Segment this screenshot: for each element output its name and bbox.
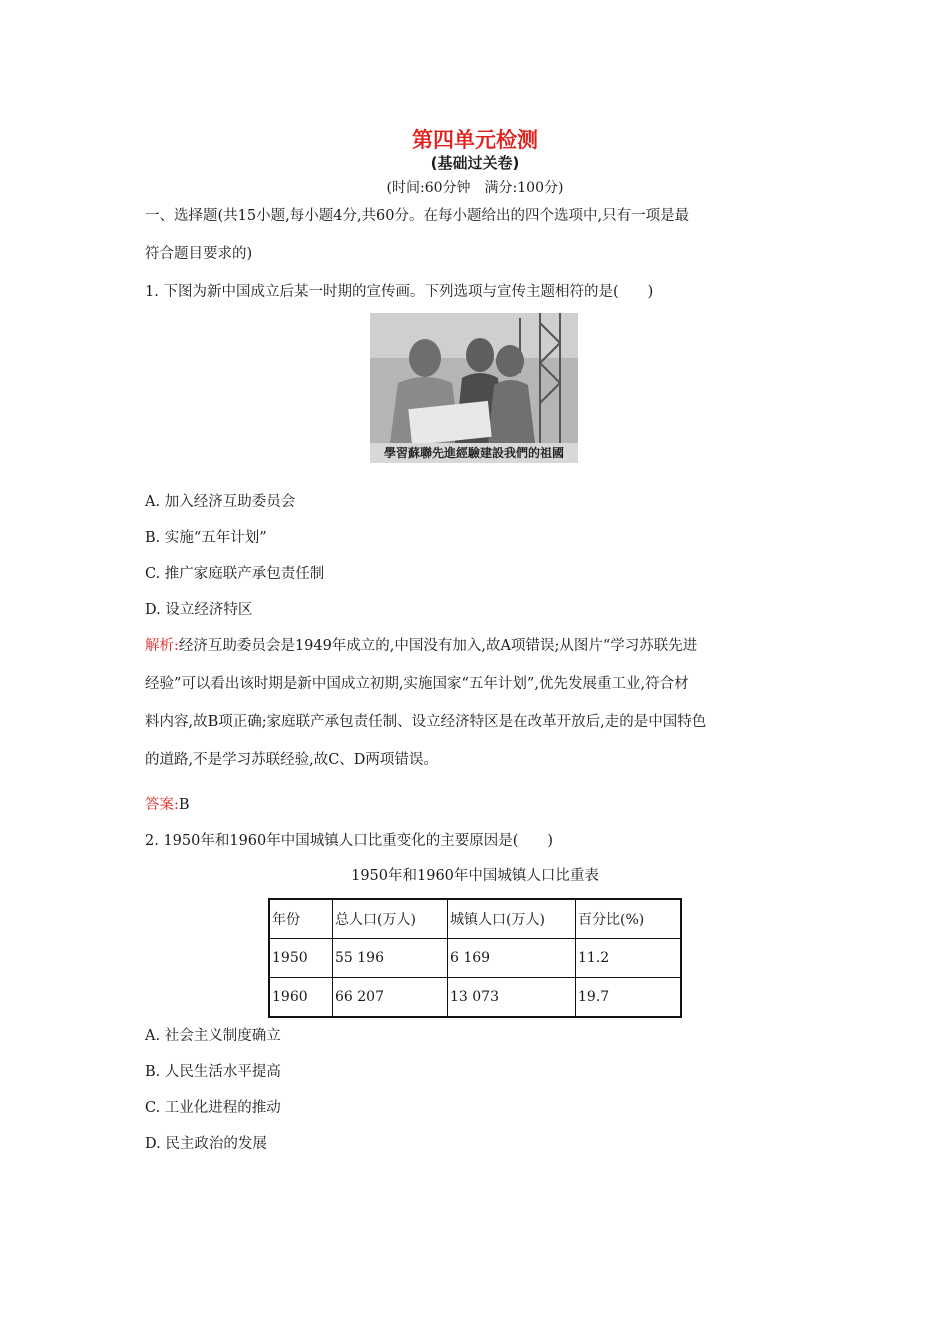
table-header-cell: 百分比(%) (576, 899, 682, 939)
analysis-text-1: 经济互助委员会是1949年成立的,中国没有加入,故A项错误;从图片“学习苏联先进 (178, 638, 698, 654)
propaganda-poster-image (370, 313, 578, 463)
q1-analysis-line4: 的道路,不是学习苏联经验,故C、D两项错误。 (145, 752, 438, 768)
table-cell: 11.2 (576, 939, 682, 978)
q1-option-c: C. 推广家庭联产承包责任制 (145, 566, 325, 582)
table-row (269, 978, 681, 1018)
poster-caption: 學習蘇聯先進經驗建設我們的祖國 (370, 443, 578, 463)
table-cell: 1950 (269, 939, 333, 978)
page-title: 第四单元检测 (412, 128, 538, 152)
q1-option-d: D. 设立经济特区 (145, 602, 253, 618)
answer-value: B (178, 797, 190, 813)
exam-meta: (时间:60分钟 满分:100分) (386, 180, 564, 196)
table-cell: 19.7 (576, 978, 682, 1018)
table-cell: 6 169 (448, 939, 576, 978)
analysis-label: 解析: (145, 638, 179, 654)
table-cell: 13 073 (448, 978, 576, 1018)
q1-analysis-line3: 料内容,故B项正确;家庭联产承包责任制、设立经济特区是在改革开放后,走的是中国特色 (145, 714, 707, 730)
q1-option-a: A. 加入经济互助委员会 (145, 494, 296, 510)
q1-option-b: B. 实施“五年计划” (145, 530, 267, 546)
q1-answer (145, 793, 190, 814)
q1-analysis-line2: 经验”可以看出该时期是新中国成立初期,实施国家“五年计划”,优先发展重工业,符合材 (145, 676, 689, 692)
q2-stem: 2. 1950年和1960年中国城镇人口比重变化的主要原因是( ) (145, 833, 554, 849)
table-cell: 55 196 (333, 939, 448, 978)
q2-option-b: B. 人民生活水平提高 (145, 1064, 281, 1080)
table-header-cell: 城镇人口(万人) (448, 899, 576, 939)
poster-illustration (370, 313, 578, 443)
table-row (269, 939, 681, 978)
table-caption: 1950年和1960年中国城镇人口比重表 (351, 868, 599, 884)
page-subtitle: (基础过关卷) (430, 154, 520, 172)
q2-option-a: A. 社会主义制度确立 (145, 1028, 281, 1044)
q2-option-d: D. 民主政治的发展 (145, 1136, 267, 1152)
population-table (268, 898, 682, 1018)
answer-label: 答案: (145, 797, 179, 813)
table-cell: 66 207 (333, 978, 448, 1018)
q2-option-c: C. 工业化进程的推动 (145, 1100, 281, 1116)
section-instruction-line1: 一、选择题(共15小题,每小题4分,共60分。在每小题给出的四个选项中,只有一项是最 (145, 208, 690, 224)
section-instruction-line2: 符合题目要求的) (145, 246, 253, 262)
q1-analysis-line1 (145, 634, 697, 655)
q1-stem: 1. 下图为新中国成立后某一时期的宣传画。下列选项与宣传主题相符的是( ) (145, 284, 654, 300)
table-header-cell: 年份 (269, 899, 333, 939)
table-header-cell: 总人口(万人) (333, 899, 448, 939)
table-cell: 1960 (269, 978, 333, 1018)
table-header-row (269, 899, 681, 939)
